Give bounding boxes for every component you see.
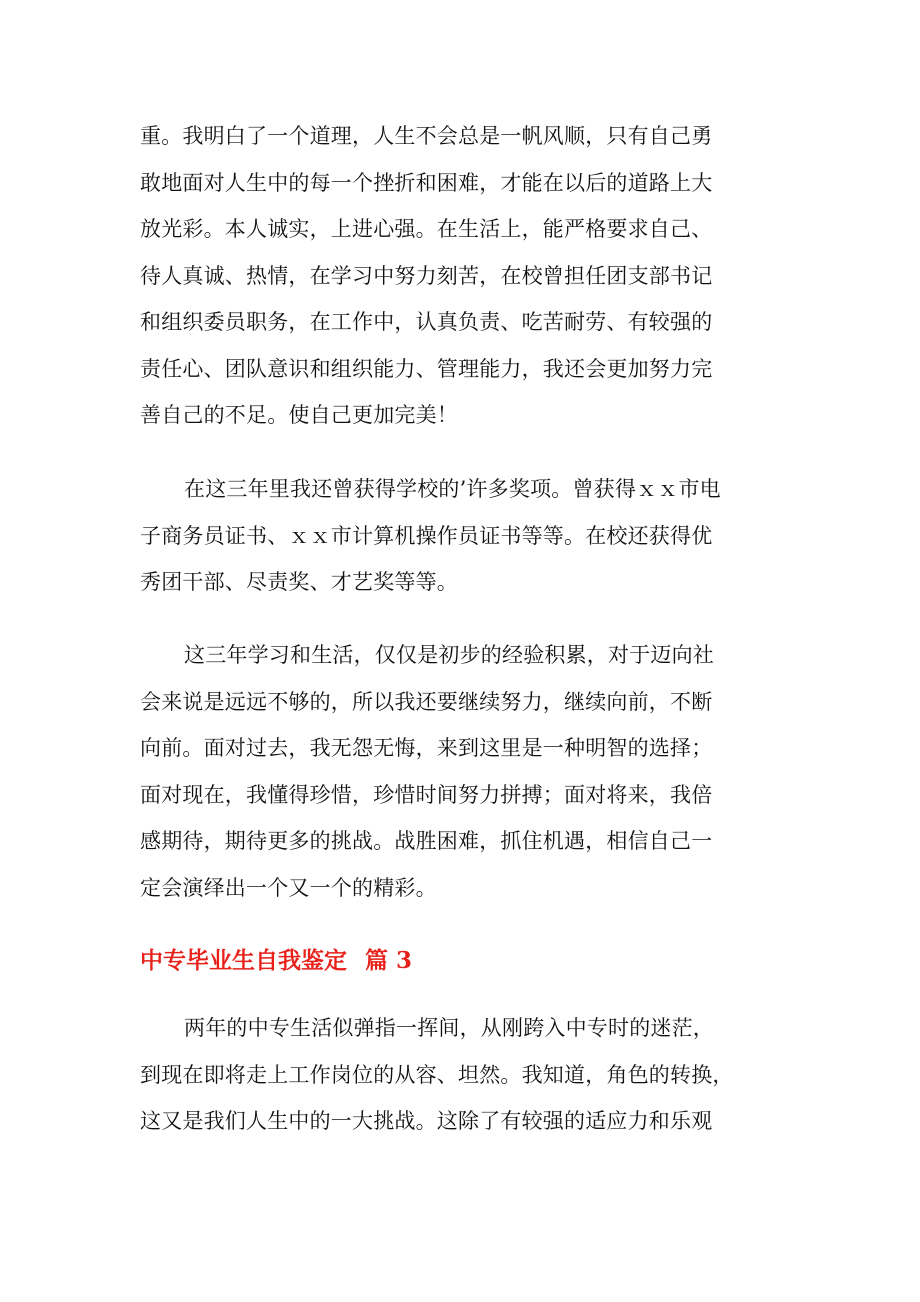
text-line: 责任心、团队意识和组织能力、管理能力，我还会更加努力完 — [140, 356, 713, 381]
text-line: 面对现在，我懂得珍惜，珍惜时间努力拼搏；面对将来，我倍 — [140, 782, 713, 807]
paragraph-1 — [140, 113, 780, 439]
text-line: 到现在即将走上工作岗位的从容、坦然。我知道，角色的转换， — [140, 1062, 734, 1087]
paragraph-3 — [140, 632, 780, 911]
section-heading — [140, 938, 412, 984]
paragraph-4 — [140, 1005, 780, 1145]
text-line: 重。我明白了一个道理，人生不会总是一帆风顺，只有自己勇 — [140, 124, 713, 148]
text-line: 秀团干部、尽责奖、才艺奖等等。 — [140, 570, 458, 594]
heading-label: 篇 — [365, 947, 389, 974]
text-line: 感期待，期待更多的挑战。战胜困难，抓住机遇，相信自己一 — [140, 829, 713, 853]
text-line: 定会演绎出一个又一个的精彩。 — [140, 875, 437, 900]
text-line: 会来说是远远不够的，所以我还要继续努力，继续向前，不断 — [140, 689, 713, 714]
text-line: 两年的中专生活似弹指一挥间，从刚跨入中专时的迷茫， — [184, 1016, 714, 1040]
text-line: 敢地面对人生中的每一个挫折和困难，才能在以后的道路上大 — [140, 170, 713, 195]
heading-title: 中专毕业生自我鉴定 — [140, 947, 347, 974]
text-line: 和组织委员职务，在工作中，认真负责、吃苦耐劳、有较强的 — [140, 310, 713, 334]
text-line: 这又是我们人生中的一大挑战。这除了有较强的适应力和乐观 — [140, 1109, 713, 1133]
text-line: 这三年学习和生活，仅仅是初步的经验积累，对于迈向社 — [184, 643, 714, 667]
heading-number: 3 — [396, 947, 413, 974]
text-line: 子商务员证书、ｘｘ市计算机操作员证书等等。在校还获得优 — [140, 523, 713, 548]
text-line: 放光彩。本人诚实，上进心强。在生活上，能严格要求自己、 — [140, 217, 713, 241]
text-line: 向前。面对过去，我无怨无悔，来到这里是一种明智的选择； — [140, 736, 713, 760]
text-line: 在这三年里我还曾获得学校的’许多奖项。曾获得ｘｘ市电 — [184, 477, 721, 501]
paragraph-2 — [140, 466, 780, 606]
text-line: 善自己的不足。使自己更加完美！ — [140, 403, 458, 427]
text-line: 待人真诚、热情，在学习中努力刻苦，在校曾担任团支部书记 — [140, 263, 713, 288]
